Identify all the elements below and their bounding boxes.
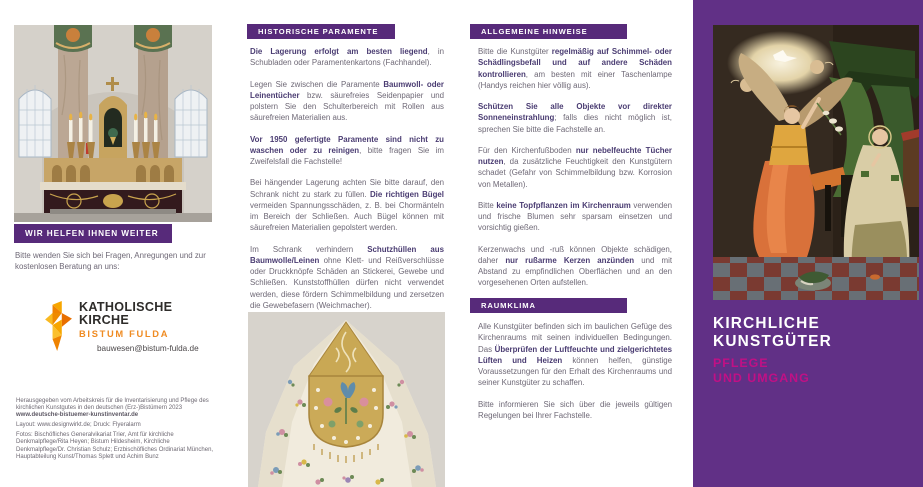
section-banner-historische-paramente xyxy=(247,24,395,39)
paragraph: Bitte keine Topfpflanzen im Kirchenraum verwenden und frische Blumen sehr sparsam einsetzen und vorsichtig gießen. xyxy=(478,200,673,233)
allgemeine-hinweise-text xyxy=(478,46,672,299)
logo-line2: KIRCHE xyxy=(79,313,130,327)
paragraph: Fotos: Bischöfliches Generalvikariat Trier, Amt für kirchliche Denkmalpflege/Rita Heyen; Bistum Hildesheim, Kirchliche Denkmalpflege/Dr. Christian Schulz; Erzbischöfliches Ordinariat München, Hauptabteilung Kunst/Thomas Splett und Achim Bunz xyxy=(16,432,214,460)
paragraph: Herausgegeben vom Arbeitskreis für die Inventarisierung und Pflege des kirchlichen Kunstgutes in den deutschen (Erz-)Bistümern 2023 www.deutsche-bistuemer-kunstinventar.de xyxy=(16,398,209,419)
paragraph: Bitte informieren Sie sich über die jeweils gültigen Regelungen bei Ihrer Fachstelle. xyxy=(478,399,672,420)
help-banner xyxy=(14,224,172,243)
cover-title xyxy=(713,315,832,350)
paragraph: Alle Kunstgüter befinden sich im baulichen Gefüge des Kirchenraums mit seinen individuellen Bedingungen. Das Überprüfen der Luftfeuchte und zielgerichtetes Lüften und Heizen können helfen, günstige Voraussetzungen für den Erhalt des Kirchenraums und seiner Kunstgüter zu schaffen. xyxy=(478,322,672,388)
contact-email: bauwesen@bistum-fulda.de xyxy=(97,344,199,353)
logo-line1: KATHOLISCHE xyxy=(79,300,173,314)
section-banner-label: RAUMKLIMA xyxy=(481,301,536,310)
cover-subtitle xyxy=(713,356,810,385)
paragraph: Bei hängender Lagerung achten Sie bitte darauf, den Schrank nicht zu stark zu füllen. Die richtigen Bügel vermeiden Spannungsschäden, z. B. bei Chormänteln im Bereich der Schließen. Auch Bügel können mit säurefreien Materialien gepolstert werden. xyxy=(250,178,444,233)
cross-icon xyxy=(45,301,73,351)
paragraph: Kerzenwachs und -ruß können Objekte schädigen, daher nur rußarme Kerzen anzünden und mit Abstand zu empfindlichen Oberflächen und an den vorgesehenen Orten aufstellen. xyxy=(478,244,673,288)
vestment-photo xyxy=(248,312,445,487)
logo-line3: BISTUM FULDA xyxy=(79,329,170,339)
section-banner-raumklima xyxy=(470,298,627,313)
cover-title-line2: KUNSTGÜTER xyxy=(713,332,832,350)
cover-subtitle-line1: PFLEGE xyxy=(713,356,769,370)
bistum-fulda-logo xyxy=(45,301,199,353)
help-banner-label: WIR HELFEN IHNEN WEITER xyxy=(25,229,159,238)
paragraph: Schützen Sie alle Objekte vor direkter Sonneneinstrahlung; falls dies nicht möglich ist, sprechen Sie bitte die Fachstelle an. xyxy=(478,102,672,134)
cover-subtitle-line2: UND UMGANG xyxy=(713,370,810,385)
paragraph: Bitte die Kunstgüter regelmäßig auf Schimmel- oder Schädlingsbefall und auf andere Schäden kontrollieren, am besten mit einer Taschenlampe (Handys reichen hier völlig aus). xyxy=(478,47,673,90)
altar-photo xyxy=(14,25,212,222)
annunciation-painting xyxy=(713,25,919,300)
section-banner-label: HISTORISCHE PARAMENTE xyxy=(258,27,379,36)
raumklima-text xyxy=(478,321,672,431)
imprint xyxy=(16,398,216,464)
paragraph: Vor 1950 gefertigte Paramente sind nicht zu waschen oder zu reinigen, bitte fragen Sie im Zweifelsfall die Fachstelle! xyxy=(250,134,445,166)
section-banner-allgemeine-hinweise xyxy=(470,24,627,39)
contact-intro: Bitte wenden Sie sich bei Fragen, Anregungen und zur kostenlosen Beratung an uns: xyxy=(15,251,206,271)
logo-text xyxy=(79,301,199,353)
section-banner-label: ALLGEMEINE HINWEISE xyxy=(481,27,588,36)
cover-title-line1: KIRCHLICHE xyxy=(713,315,820,332)
paragraph: Im Schrank verhindern Schutzhüllen aus Baumwolle/Leinen ohne Klett- und Reißverschlüsse oder Druckknöpfe Schäden an Stickerei, Gewebe und Schließen. Kunststoffhüllen dürfen nicht verwendet werden, diese fördern Schimmelbildung und zersetzen die Gewebefasern (Weichmacher). xyxy=(250,244,445,310)
paragraph: Für den Kirchenfußboden nur nebelfeuchte Tücher nutzen, da zusätzliche Feuchtigkeit den Kunstgütern schadet (Gefahr von Schimmelbildung bzw. Korrosion von Metallen). xyxy=(478,145,672,189)
historische-paramente-text xyxy=(250,46,444,321)
paragraph: Die Lagerung erfolgt am besten liegend, in Schubladen oder Paramentenkartons (Fachhandel). xyxy=(250,47,444,68)
paragraph: Legen Sie zwischen die Paramente Baumwoll- oder Leinentücher bzw. säurefreies Seidenpapier und polstern Sie den Schulterbereich mit Rollen aus säurefreien Materialien aus. xyxy=(250,79,444,123)
paragraph: Layout: www.designwirkt.de; Druck: Flyeralarm xyxy=(16,422,141,429)
